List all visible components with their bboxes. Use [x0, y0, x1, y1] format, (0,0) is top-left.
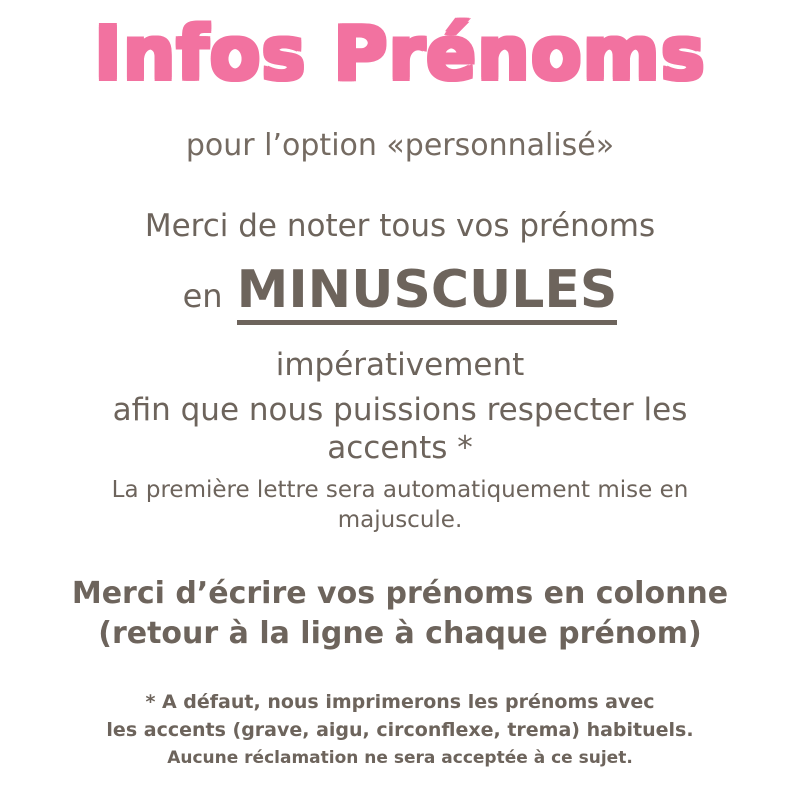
footnote: [106, 689, 693, 771]
footnote-line-2: les accents (grave, aigu, circonflexe, trema) habituels.: [106, 718, 694, 741]
instruction-line-1: Merci de noter tous vos prénoms: [144, 207, 656, 244]
page-subtitle: pour l’option «personnalisé»: [185, 127, 615, 163]
emphasis-word-minuscules: MINUSCULES: [237, 264, 618, 325]
footnote-line-1: * A défaut, nous imprimerons les prénoms avec: [145, 690, 655, 713]
instruction-line-3: afin que nous puissions respecter les accents *: [112, 391, 688, 467]
column-instruction: Merci d’écrire vos prénoms en colonne (retour à la ligne à chaque prénom): [71, 575, 729, 652]
footnote-line-3: Aucune réclamation ne sera acceptée à ce sujet.: [167, 748, 633, 769]
emphasis-prefix: en: [182, 276, 223, 315]
page-title: Infos Prénoms: [94, 11, 706, 97]
capitalization-note: La première lettre sera automatiquement mise en majuscule.: [111, 477, 689, 534]
instruction-line-2: impérativement: [275, 346, 525, 383]
emphasis-row: [182, 259, 618, 325]
